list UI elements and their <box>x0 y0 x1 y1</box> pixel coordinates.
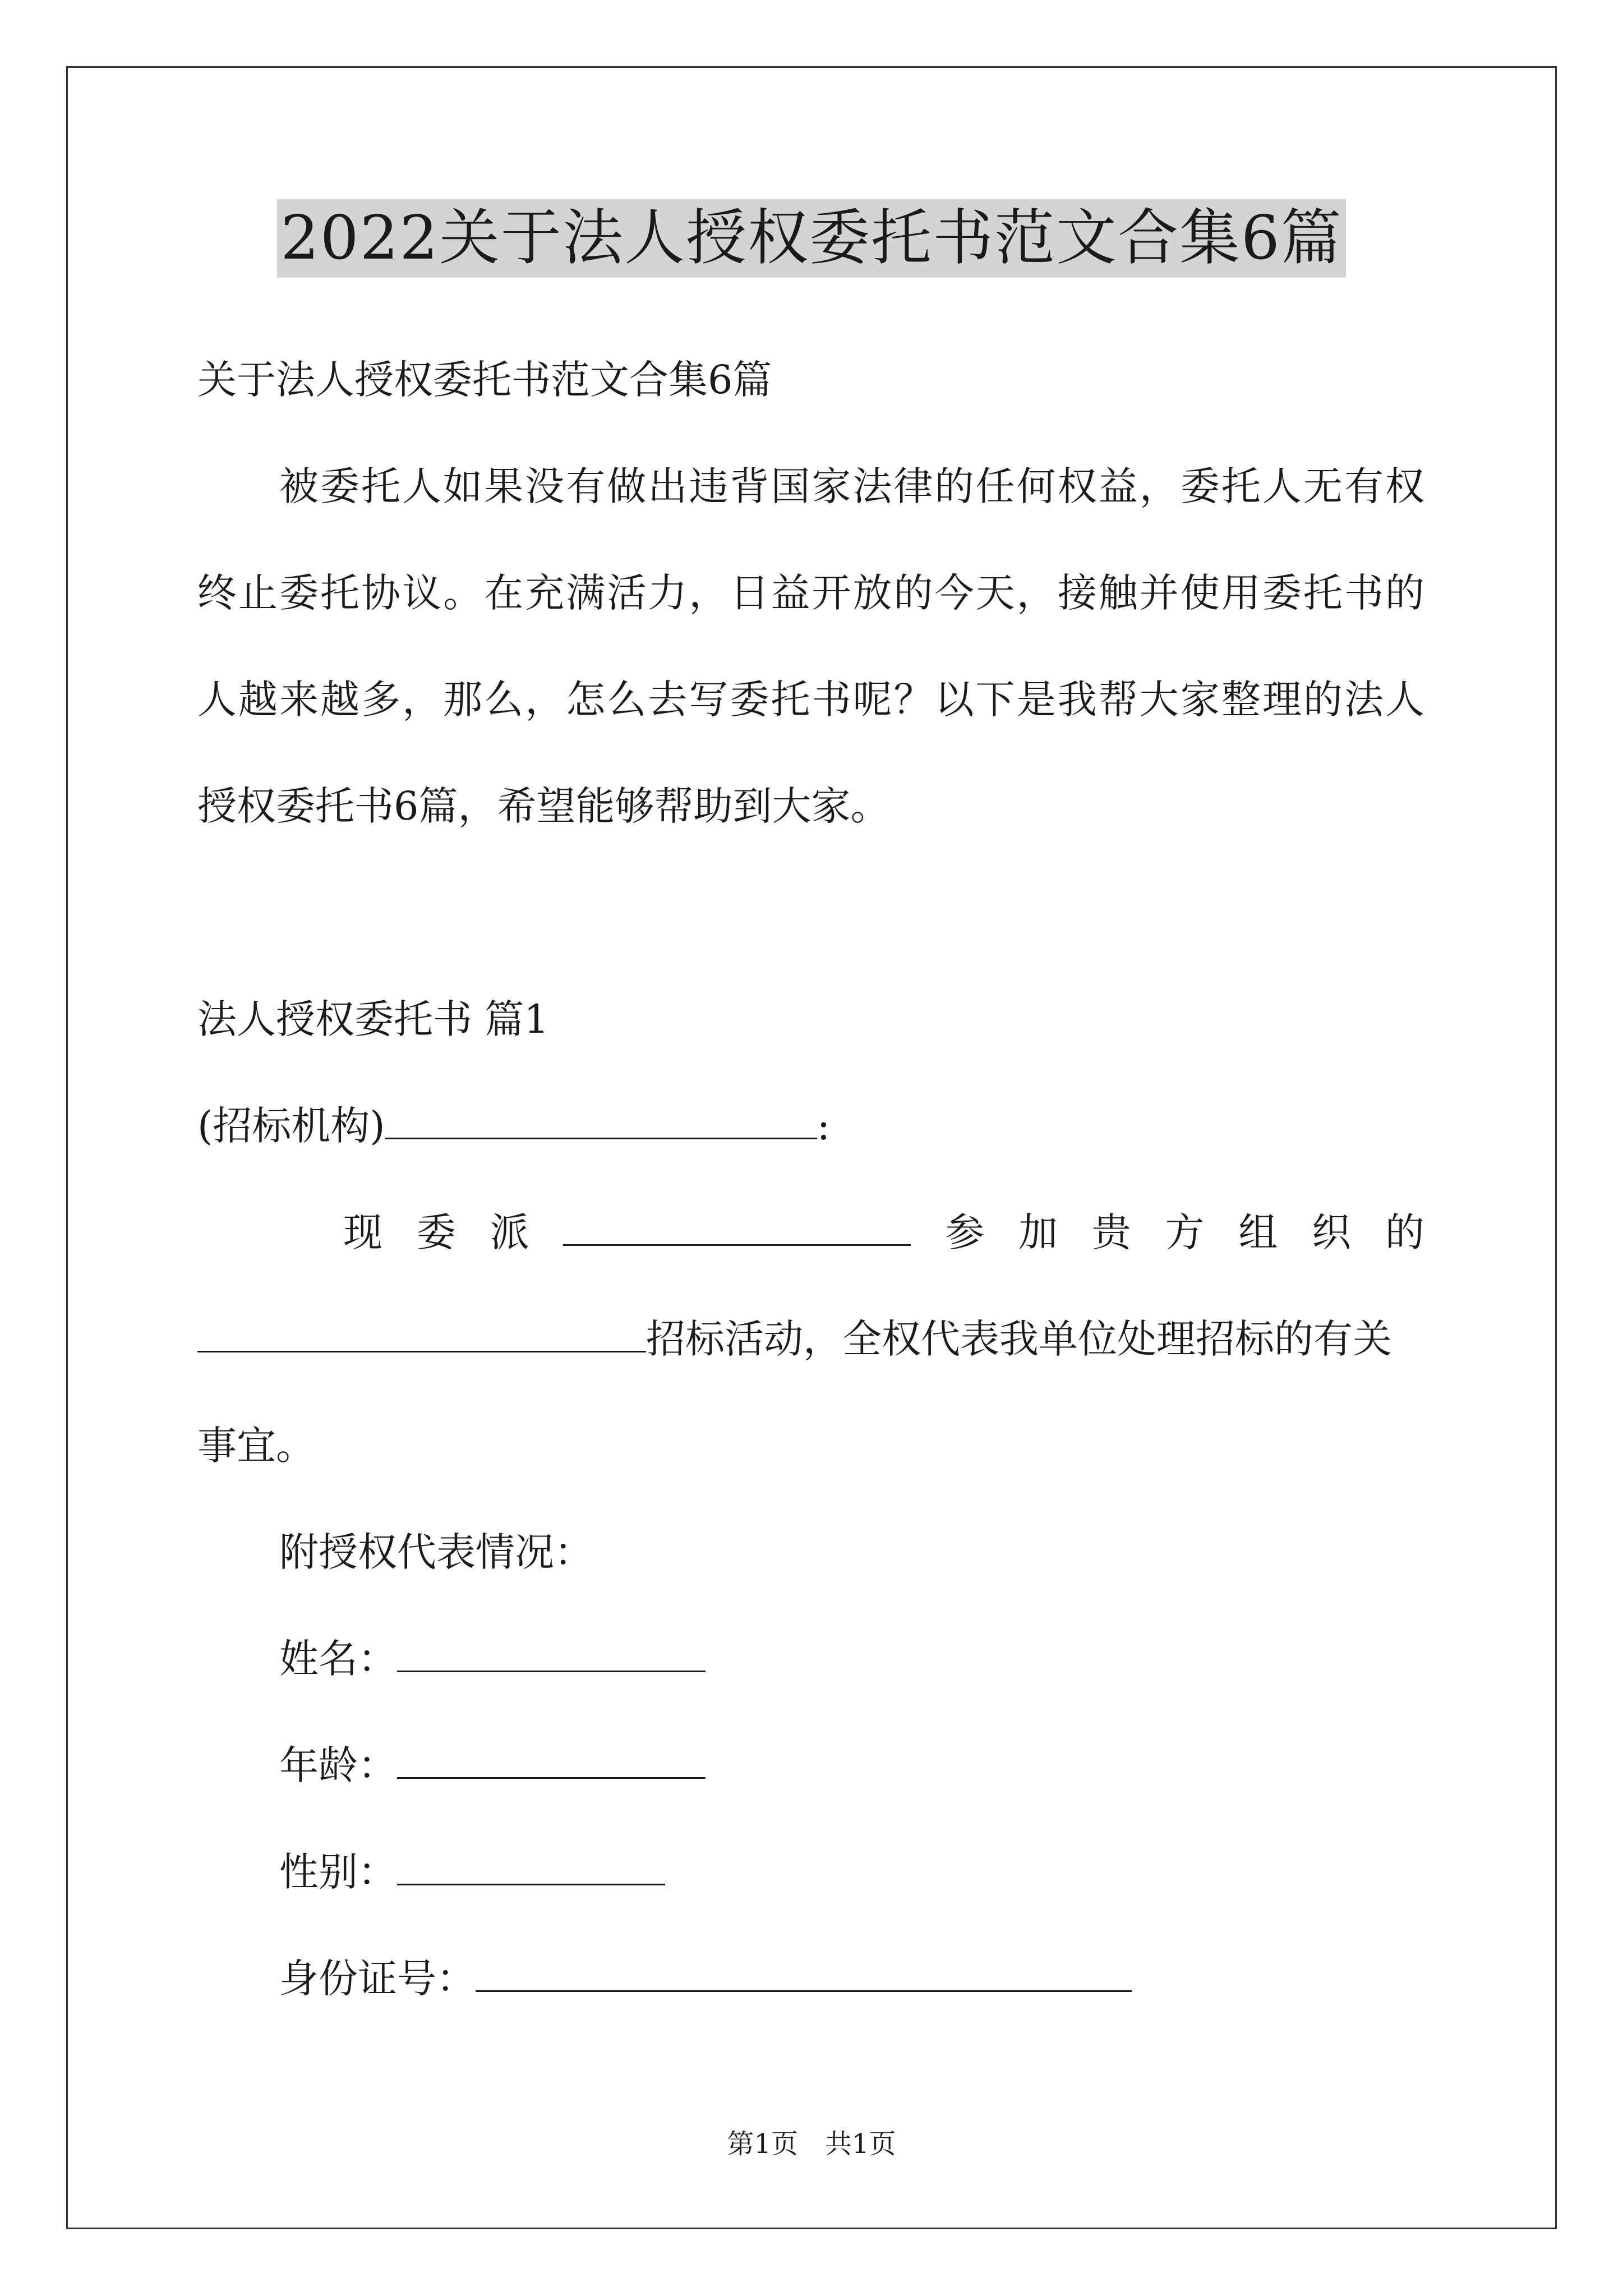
activity-line <box>197 1314 1392 1364</box>
activity-blank[interactable] <box>197 1314 646 1352</box>
title-container <box>0 199 1623 278</box>
id-label: 身份证号： <box>279 1955 476 2001</box>
assign-word: 方 <box>1165 1209 1205 1255</box>
name-blank[interactable] <box>397 1634 706 1672</box>
document-subtitle: 关于法人授权委托书范文合集6篇 <box>197 357 772 403</box>
recipient-suffix: : <box>817 1103 831 1149</box>
assign-word: 织 <box>1312 1209 1352 1255</box>
activity-text: 招标活动，全权代表我单位处理招标的有关 <box>646 1316 1392 1362</box>
id-field-row <box>279 1953 1132 2004</box>
section-heading: 法人授权委托书 篇1 <box>197 996 549 1042</box>
intro-line-4: 授权委托书6篇，希望能够帮助到大家。 <box>197 783 890 829</box>
assign-line <box>343 1207 1424 1258</box>
name-field-row <box>279 1634 706 1684</box>
age-blank[interactable] <box>397 1740 706 1779</box>
intro-line-2: 终止委托协议。在充满活力，日益开放的今天，接触并使用委托书的 <box>197 570 1424 616</box>
matters-text: 事宜。 <box>197 1423 315 1469</box>
age-label: 年龄： <box>279 1742 397 1788</box>
gender-label: 性别： <box>279 1849 397 1895</box>
assign-word: 参 <box>945 1209 985 1255</box>
name-label: 姓名： <box>279 1636 397 1682</box>
assign-word: 委 <box>416 1209 456 1255</box>
document-title: 2022关于法人授权委托书范文合集6篇 <box>277 199 1346 278</box>
gender-field-row <box>279 1847 665 1897</box>
assign-word: 现 <box>343 1209 382 1255</box>
assign-word: 贵 <box>1091 1209 1131 1255</box>
assign-word: 的 <box>1385 1209 1424 1255</box>
page-footer: 第1页 共1页 <box>727 2128 896 2160</box>
id-blank[interactable] <box>476 1953 1132 1992</box>
assign-word: 派 <box>490 1209 529 1255</box>
recipient-blank[interactable] <box>385 1101 817 1139</box>
attached-label: 附授权代表情况： <box>279 1529 593 1575</box>
delegate-blank[interactable] <box>563 1207 911 1246</box>
assign-word: 组 <box>1238 1209 1278 1255</box>
gender-blank[interactable] <box>397 1847 665 1885</box>
age-field-row <box>279 1740 706 1791</box>
intro-line-1: 被委托人如果没有做出违背国家法律的任何权益，委托人无有权 <box>279 463 1424 509</box>
recipient-line <box>197 1101 830 1151</box>
assign-word: 加 <box>1018 1209 1058 1255</box>
intro-line-3: 人越来越多，那么，怎么去写委托书呢？以下是我帮大家整理的法人 <box>197 677 1424 723</box>
recipient-prefix: (招标机构) <box>197 1103 385 1149</box>
